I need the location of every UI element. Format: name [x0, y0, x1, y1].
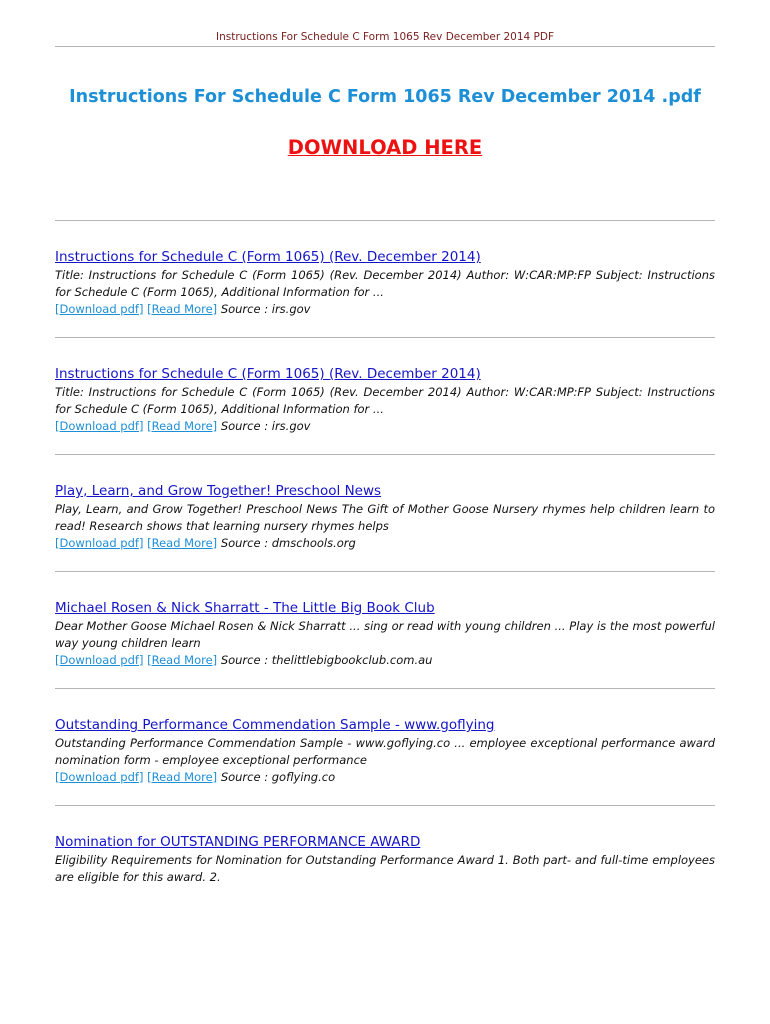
download-pdf-link[interactable]: [Download pdf] — [55, 536, 144, 550]
result-divider — [55, 805, 715, 806]
result-divider — [55, 337, 715, 338]
result-title-link[interactable]: Play, Learn, and Grow Together! Preschool News — [55, 483, 382, 499]
result-source: Source : thelittlebigbookclub.com.au — [220, 653, 433, 667]
read-more-link[interactable]: [Read More] — [147, 302, 218, 316]
result-snippet: Title: Instructions for Schedule C (Form 1065) (Rev. December 2014) Author: W:CAR:MP:FP Subject: Instructions for Schedule C (Form 1065), Additional Information for ... — [55, 268, 715, 299]
download-pdf-link[interactable]: [Download pdf] — [55, 653, 144, 667]
result-item — [55, 717, 715, 806]
result-snippet: Eligibility Requirements for Nomination for Outstanding Performance Award 1. Both part- and full-time employees are eligible for this award. 2. — [55, 853, 715, 884]
header-divider — [55, 46, 715, 47]
result-snippet: Title: Instructions for Schedule C (Form 1065) (Rev. December 2014) Author: W:CAR:MP:FP Subject: Instructions for Schedule C (Form 1065), Additional Information for ... — [55, 385, 715, 416]
result-source: Source : irs.gov — [220, 302, 311, 316]
result-snippet: Play, Learn, and Grow Together! Preschool News The Gift of Mother Goose Nursery rhymes help children learn to read! Research shows that learning nursery rhymes helps — [55, 502, 715, 533]
result-title-link[interactable]: Instructions for Schedule C (Form 1065) (Rev. December 2014) — [55, 366, 481, 382]
result-title-link[interactable]: Nomination for OUTSTANDING PERFORMANCE AWARD — [55, 834, 421, 850]
result-item — [55, 483, 715, 572]
result-links — [55, 535, 715, 552]
document-page — [55, 0, 715, 885]
result-title-link[interactable]: Instructions for Schedule C (Form 1065) (Rev. December 2014) — [55, 249, 481, 265]
results-list — [55, 249, 715, 885]
result-snippet: Dear Mother Goose Michael Rosen & Nick Sharratt ... sing or read with young children ... Play is the most powerful way young children learn — [55, 619, 715, 650]
result-divider — [55, 688, 715, 689]
result-title-link[interactable]: Michael Rosen & Nick Sharratt - The Little Big Book Club — [55, 600, 435, 616]
result-divider — [55, 571, 715, 572]
result-item — [55, 249, 715, 338]
content-divider — [55, 220, 715, 221]
result-source: Source : goflying.co — [220, 770, 336, 784]
read-more-link[interactable]: [Read More] — [147, 653, 218, 667]
result-links — [55, 301, 715, 318]
download-pdf-link[interactable]: [Download pdf] — [55, 770, 144, 784]
result-divider — [55, 454, 715, 455]
running-header: Instructions For Schedule C Form 1065 Rev December 2014 PDF — [216, 31, 554, 43]
read-more-link[interactable]: [Read More] — [147, 419, 218, 433]
download-pdf-link[interactable]: [Download pdf] — [55, 302, 144, 316]
result-source: Source : dmschools.org — [220, 536, 356, 550]
read-more-link[interactable]: [Read More] — [147, 536, 218, 550]
result-title-link[interactable]: Outstanding Performance Commendation Sample - www.goflying — [55, 717, 495, 733]
result-links — [55, 769, 715, 786]
result-item — [55, 366, 715, 455]
download-pdf-link[interactable]: [Download pdf] — [55, 419, 144, 433]
result-item — [55, 600, 715, 689]
result-item — [55, 834, 715, 885]
download-here-link[interactable]: DOWNLOAD HERE — [287, 136, 483, 159]
result-links — [55, 652, 715, 669]
result-source: Source : irs.gov — [220, 419, 311, 433]
read-more-link[interactable]: [Read More] — [147, 770, 218, 784]
result-links — [55, 418, 715, 435]
page-title: Instructions For Schedule C Form 1065 Rev December 2014 .pdf — [69, 87, 701, 107]
result-snippet: Outstanding Performance Commendation Sample - www.goflying.co ... employee exceptional performance award nomination form - employee exceptional performance — [55, 736, 715, 767]
